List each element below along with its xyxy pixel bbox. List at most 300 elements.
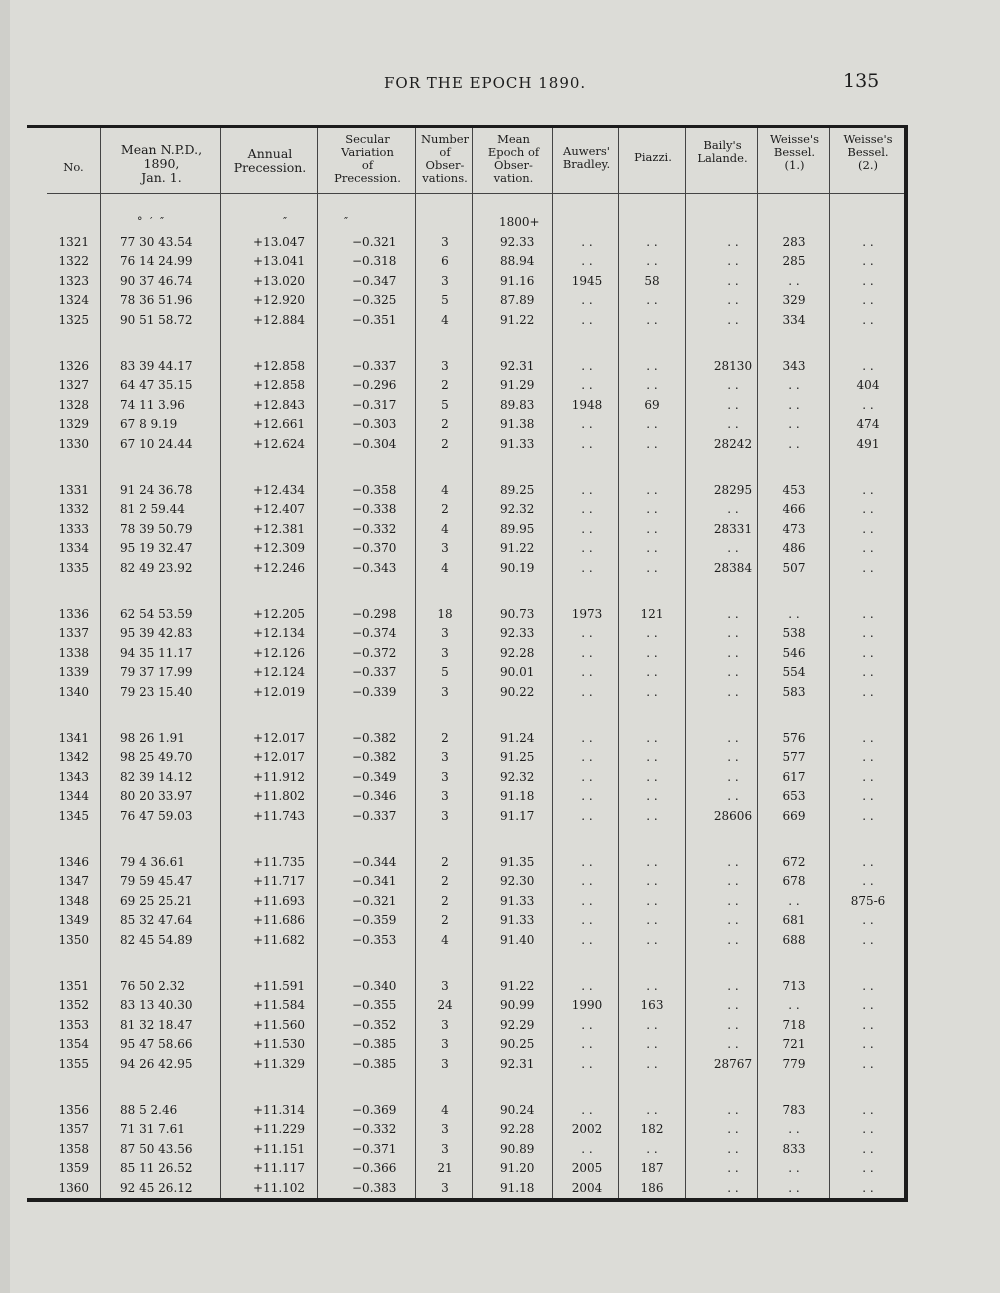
cell-prec: +13.020	[253, 273, 306, 288]
cell-npd: 79 23 15.40	[120, 684, 193, 699]
cell-npd: 95 39 42.83	[120, 626, 193, 641]
cell-sec: −0.332	[352, 521, 397, 536]
cell-ba: . .	[727, 1122, 739, 1137]
cell-w1: 721	[782, 1037, 806, 1052]
cell-no: 1339	[58, 665, 89, 680]
cell-w1: 473	[782, 521, 806, 536]
cell-au: . .	[581, 293, 593, 308]
cell-w2: . .	[862, 312, 874, 327]
cell-au: . .	[581, 417, 593, 432]
cell-obs: 5	[441, 397, 449, 412]
cell-w2: 404	[856, 378, 880, 393]
cell-w1: . .	[788, 273, 800, 288]
cell-prec: +12.624	[253, 436, 306, 451]
cell-sec: −0.374	[352, 626, 397, 641]
cell-npd: 82 45 54.89	[120, 932, 193, 947]
cell-sec: −0.304	[352, 436, 397, 451]
cell-sec: −0.351	[352, 312, 397, 327]
cell-obs: 3	[441, 1017, 449, 1032]
cell-obs: 6	[441, 254, 449, 269]
cell-npd: 90 37 46.74	[120, 273, 193, 288]
cell-obs: 2	[441, 855, 449, 869]
cell-prec: +12.858	[253, 378, 306, 393]
cell-npd: 79 59 45.47	[120, 874, 193, 889]
cell-pi: . .	[646, 541, 658, 556]
cell-ba: . .	[727, 1161, 739, 1176]
cell-pi: . .	[646, 769, 658, 784]
cell-au: . .	[581, 665, 593, 680]
cell-ba: 28767	[713, 1056, 753, 1071]
cell-no: 1343	[58, 769, 89, 784]
cell-npd: 81 32 18.47	[120, 1017, 193, 1032]
header-secular: Secular Variation of Precession.	[334, 132, 401, 185]
cell-sec: −0.339	[352, 684, 397, 699]
cell-w1: 486	[782, 541, 806, 556]
cell-no: 1336	[58, 607, 89, 621]
cell-prec: +12.124	[253, 665, 306, 680]
cell-no: 1351	[58, 979, 89, 993]
cell-au: . .	[581, 626, 593, 641]
cell-pi: . .	[646, 521, 658, 536]
cell-sec: −0.298	[352, 607, 397, 621]
cell-sec: −0.337	[352, 665, 397, 680]
cell-prec: +11.329	[253, 1056, 306, 1071]
cell-w2: . .	[862, 874, 874, 889]
cell-au: . .	[581, 1037, 593, 1052]
cell-w2: . .	[862, 913, 874, 928]
cell-w1: 538	[782, 626, 806, 641]
cell-pi: . .	[646, 254, 658, 269]
cell-au: . .	[581, 874, 593, 889]
cell-w2: . .	[862, 645, 874, 660]
cell-w2: . .	[862, 560, 874, 575]
cell-w1: . .	[788, 397, 800, 412]
cell-w1: 577	[782, 750, 806, 765]
cell-w2: . .	[862, 521, 874, 536]
cell-w2: . .	[862, 235, 874, 249]
cell-npd: 88 5 2.46	[120, 1103, 178, 1117]
cell-npd: 82 39 14.12	[120, 769, 193, 784]
cell-npd: 67 8 9.19	[120, 417, 178, 432]
cell-pi: . .	[646, 417, 658, 432]
cell-no: 1340	[58, 684, 89, 699]
cell-w1: 453	[782, 483, 806, 497]
cell-no: 1321	[58, 235, 89, 249]
cell-ba: . .	[727, 932, 739, 947]
cell-prec: +12.920	[253, 293, 306, 308]
cell-sec: −0.355	[352, 998, 397, 1013]
cell-no: 1358	[58, 1141, 89, 1156]
cell-w1: 669	[782, 808, 806, 823]
cell-ep: 91.22	[500, 541, 535, 556]
cell-w1: 583	[782, 684, 806, 699]
cell-w1: 672	[782, 855, 806, 869]
cell-w2: . .	[862, 1037, 874, 1052]
cell-ep: 91.33	[500, 436, 535, 451]
cell-au: . .	[581, 502, 593, 517]
cell-no: 1341	[58, 731, 89, 745]
cell-w2: . .	[862, 359, 874, 373]
cell-no: 1333	[58, 521, 89, 536]
header-epoch: Mean Epoch of Obser- vation.	[487, 132, 540, 185]
cell-npd: 94 35 11.17	[120, 645, 193, 660]
running-head: FOR THE EPOCH 1890.	[384, 74, 587, 92]
cell-w1: 688	[782, 932, 806, 947]
cell-au: . .	[581, 750, 593, 765]
cell-ep: 90.19	[500, 560, 535, 575]
cell-obs: 2	[441, 502, 449, 517]
cell-au: . .	[581, 731, 593, 745]
cell-ep: 92.30	[500, 874, 535, 889]
cell-ep: 92.28	[500, 645, 535, 660]
cell-pi: . .	[646, 1056, 658, 1071]
cell-pi: 58	[644, 273, 660, 288]
cell-w2: 474	[856, 417, 880, 432]
cell-ep: 91.24	[500, 731, 535, 745]
cell-pi: . .	[646, 483, 658, 497]
cell-prec: +11.530	[253, 1037, 306, 1052]
cell-prec: +12.843	[253, 397, 306, 412]
cell-prec: +12.246	[253, 560, 306, 575]
cell-ep: 92.31	[500, 1056, 535, 1071]
cell-sec: −0.352	[352, 1017, 397, 1032]
cell-sec: −0.358	[352, 483, 397, 497]
cell-sec: −0.321	[352, 893, 397, 908]
cell-w2: . .	[862, 750, 874, 765]
cell-au: . .	[581, 1056, 593, 1071]
cell-npd: 79 37 17.99	[120, 665, 193, 680]
cell-obs: 2	[441, 893, 449, 908]
cell-au: . .	[581, 521, 593, 536]
cell-npd: 76 14 24.99	[120, 254, 193, 269]
cell-prec: +11.591	[253, 979, 306, 993]
cell-sec: −0.349	[352, 769, 397, 784]
cell-pi: . .	[646, 979, 658, 993]
cell-sec: −0.346	[352, 789, 397, 804]
header-observations: Number of Obser- vations.	[420, 132, 470, 185]
cell-ba: . .	[727, 541, 739, 556]
cell-prec: +11.686	[253, 913, 306, 928]
cell-w2: . .	[862, 1180, 874, 1195]
table-right-rule	[904, 125, 908, 1202]
cell-w2: . .	[862, 1017, 874, 1032]
column-divider	[829, 128, 830, 1198]
cell-pi: . .	[646, 750, 658, 765]
cell-npd: 76 50 2.32	[120, 979, 185, 993]
cell-ep: 91.20	[500, 1161, 535, 1176]
cell-w2: . .	[862, 273, 874, 288]
cell-pi: . .	[646, 626, 658, 641]
cell-ba: . .	[727, 626, 739, 641]
cell-pi: . .	[646, 293, 658, 308]
cell-pi: 121	[640, 607, 664, 621]
cell-prec: +11.802	[253, 789, 306, 804]
cell-prec: +11.229	[253, 1122, 306, 1137]
cell-w1: . .	[788, 893, 800, 908]
cell-ep: 91.22	[500, 979, 535, 993]
cell-npd: 78 39 50.79	[120, 521, 193, 536]
cell-prec: +11.912	[253, 769, 306, 784]
cell-ep: 91.18	[500, 1180, 535, 1195]
cell-au: . .	[581, 560, 593, 575]
cell-prec: +11.117	[253, 1161, 306, 1176]
cell-ep: 89.95	[500, 521, 535, 536]
cell-ba: 28242	[713, 436, 753, 451]
cell-pi: . .	[646, 913, 658, 928]
cell-w1: . .	[788, 1161, 800, 1176]
cell-obs: 3	[441, 769, 449, 784]
cell-prec: +11.560	[253, 1017, 306, 1032]
cell-sec: −0.318	[352, 254, 397, 269]
cell-obs: 2	[441, 417, 449, 432]
cell-au: . .	[581, 789, 593, 804]
cell-pi: . .	[646, 312, 658, 327]
cell-npd: 95 19 32.47	[120, 541, 193, 556]
cell-ep: 91.17	[500, 808, 535, 823]
cell-obs: 3	[441, 1180, 449, 1195]
cell-sec: −0.344	[352, 855, 397, 869]
cell-ep: 91.33	[500, 893, 535, 908]
cell-sec: −0.340	[352, 979, 397, 993]
cell-pi: . .	[646, 731, 658, 745]
cell-no: 1354	[58, 1037, 89, 1052]
cell-no: 1342	[58, 750, 89, 765]
cell-ba: . .	[727, 789, 739, 804]
cell-ba: 28384	[713, 560, 753, 575]
page-number: 135	[843, 70, 880, 92]
cell-sec: −0.338	[352, 502, 397, 517]
cell-pi: . .	[646, 665, 658, 680]
cell-w1: . .	[788, 1122, 800, 1137]
cell-no: 1356	[58, 1103, 89, 1117]
cell-au: 1948	[571, 397, 603, 412]
cell-w1: 713	[782, 979, 806, 993]
cell-w1: 779	[782, 1056, 806, 1071]
cell-au: . .	[581, 378, 593, 393]
cell-w1: 678	[782, 874, 806, 889]
cell-obs: 3	[441, 541, 449, 556]
cell-no: 1334	[58, 541, 89, 556]
cell-pi: . .	[646, 378, 658, 393]
header-npd: Mean N.P.D., 1890, Jan. 1.	[120, 142, 203, 185]
cell-obs: 3	[441, 1037, 449, 1052]
cell-w2: . .	[862, 769, 874, 784]
cell-w2: 875-6	[850, 893, 886, 908]
cell-obs: 3	[441, 1122, 449, 1137]
cell-pi: . .	[646, 359, 658, 373]
cell-au: . .	[581, 1103, 593, 1117]
cell-w1: . .	[788, 998, 800, 1013]
cell-no: 1329	[58, 417, 89, 432]
cell-no: 1326	[58, 359, 89, 373]
cell-npd: 81 2 59.44	[120, 502, 185, 517]
cell-npd: 62 54 53.59	[120, 607, 193, 621]
cell-obs: 3	[441, 626, 449, 641]
cell-au: . .	[581, 312, 593, 327]
cell-au: . .	[581, 893, 593, 908]
cell-prec: +11.151	[253, 1141, 306, 1156]
cell-obs: 21	[437, 1161, 453, 1176]
cell-prec: +12.858	[253, 359, 306, 373]
cell-sec: −0.385	[352, 1056, 397, 1071]
cell-ba: . .	[727, 1141, 739, 1156]
cell-pi: . .	[646, 893, 658, 908]
cell-npd: 77 30 43.54	[120, 235, 193, 249]
cell-obs: 3	[441, 273, 449, 288]
cell-w2: . .	[862, 998, 874, 1013]
cell-npd: 83 13 40.30	[120, 998, 193, 1013]
cell-obs: 3	[441, 645, 449, 660]
cell-prec: +13.047	[253, 235, 306, 249]
cell-au: . .	[581, 1017, 593, 1032]
cell-prec: +12.205	[253, 607, 306, 621]
cell-w2: . .	[862, 665, 874, 680]
cell-npd: 92 45 26.12	[120, 1180, 193, 1195]
cell-ba: . .	[727, 293, 739, 308]
cell-w2: . .	[862, 1141, 874, 1156]
cell-pi: . .	[646, 1141, 658, 1156]
cell-w1: . .	[788, 417, 800, 432]
cell-no: 1346	[58, 855, 89, 869]
cell-w1: 617	[782, 769, 806, 784]
cell-npd: 98 26 1.91	[120, 731, 185, 745]
cell-au: . .	[581, 808, 593, 823]
cell-ep: 90.99	[500, 998, 535, 1013]
cell-w2: . .	[862, 254, 874, 269]
cell-au: . .	[581, 684, 593, 699]
cell-w1: 334	[782, 312, 806, 327]
cell-no: 1344	[58, 789, 89, 804]
npd-unit-symbols: ° ′ ″	[137, 215, 167, 228]
cell-prec: +11.314	[253, 1103, 306, 1117]
cell-prec: +11.693	[253, 893, 306, 908]
cell-no: 1347	[58, 874, 89, 889]
cell-ep: 92.33	[500, 626, 535, 641]
cell-w1: 554	[782, 665, 806, 680]
cell-sec: −0.385	[352, 1037, 397, 1052]
cell-sec: −0.366	[352, 1161, 397, 1176]
cell-obs: 3	[441, 1141, 449, 1156]
cell-obs: 2	[441, 378, 449, 393]
cell-w2: . .	[862, 1122, 874, 1137]
cell-sec: −0.332	[352, 1122, 397, 1137]
cell-au: . .	[581, 436, 593, 451]
cell-w2: . .	[862, 483, 874, 497]
cell-prec: +11.743	[253, 808, 306, 823]
cell-au: . .	[581, 913, 593, 928]
cell-ba: . .	[727, 731, 739, 745]
cell-obs: 3	[441, 789, 449, 804]
cell-prec: +11.717	[253, 874, 306, 889]
cell-ba: . .	[727, 1037, 739, 1052]
cell-w2: 491	[856, 436, 880, 451]
cell-obs: 24	[437, 998, 453, 1013]
header-weisse-2: Weisse's Bessel. (2.)	[843, 132, 893, 172]
cell-w2: . .	[862, 1103, 874, 1117]
cell-sec: −0.317	[352, 397, 397, 412]
cell-pi: . .	[646, 874, 658, 889]
cell-obs: 4	[441, 932, 449, 947]
cell-obs: 5	[441, 665, 449, 680]
cell-npd: 85 32 47.64	[120, 913, 193, 928]
cell-w1: 283	[782, 235, 806, 249]
cell-prec: +13.041	[253, 254, 306, 269]
cell-w1: 653	[782, 789, 806, 804]
cell-w2: . .	[862, 684, 874, 699]
page-edge-shadow	[0, 0, 10, 1293]
cell-obs: 5	[441, 293, 449, 308]
cell-pi: . .	[646, 1037, 658, 1052]
cell-sec: −0.370	[352, 541, 397, 556]
cell-ep: 88.94	[500, 254, 535, 269]
cell-prec: +12.407	[253, 502, 306, 517]
cell-w2: . .	[862, 1056, 874, 1071]
cell-obs: 4	[441, 521, 449, 536]
cell-sec: −0.383	[352, 1180, 397, 1195]
cell-w2: . .	[862, 731, 874, 745]
cell-ba: . .	[727, 913, 739, 928]
cell-ba: . .	[727, 273, 739, 288]
cell-obs: 4	[441, 312, 449, 327]
cell-no: 1325	[58, 312, 89, 327]
cell-w1: . .	[788, 436, 800, 451]
cell-sec: −0.382	[352, 731, 397, 745]
cell-prec: +11.102	[253, 1180, 306, 1195]
cell-ba: 28295	[713, 483, 753, 497]
cell-sec: −0.372	[352, 645, 397, 660]
cell-w1: 718	[782, 1017, 806, 1032]
cell-ep: 90.24	[500, 1103, 535, 1117]
cell-au: 1945	[571, 273, 603, 288]
cell-au: . .	[581, 645, 593, 660]
cell-sec: −0.325	[352, 293, 397, 308]
cell-prec: +11.735	[253, 855, 306, 869]
cell-ep: 91.25	[500, 750, 535, 765]
cell-w1: 329	[782, 293, 806, 308]
cell-npd: 85 11 26.52	[120, 1161, 193, 1176]
cell-au: . .	[581, 235, 593, 249]
cell-au: 2002	[571, 1122, 603, 1137]
cell-ba: . .	[727, 998, 739, 1013]
cell-w1: 681	[782, 913, 806, 928]
table-bottom-rule	[27, 1198, 907, 1202]
cell-no: 1357	[58, 1122, 89, 1137]
cell-npd: 87 50 43.56	[120, 1141, 193, 1156]
cell-npd: 76 47 59.03	[120, 808, 193, 823]
cell-ep: 89.25	[500, 483, 535, 497]
cell-npd: 98 25 49.70	[120, 750, 193, 765]
cell-no: 1323	[58, 273, 89, 288]
table-top-rule	[27, 125, 907, 128]
cell-au: . .	[581, 979, 593, 993]
cell-ba: . .	[727, 312, 739, 327]
cell-no: 1337	[58, 626, 89, 641]
cell-ep: 90.01	[500, 665, 535, 680]
cell-obs: 2	[441, 913, 449, 928]
header-auwers: Auwers' Bradley.	[562, 144, 611, 171]
cell-no: 1338	[58, 645, 89, 660]
cell-obs: 3	[441, 979, 449, 993]
header-rule	[47, 193, 907, 194]
cell-w2: . .	[862, 789, 874, 804]
cell-no: 1349	[58, 913, 89, 928]
header-weisse-1: Weisse's Bessel. (1.)	[769, 132, 820, 172]
column-divider	[618, 128, 619, 1198]
cell-ba: . .	[727, 1180, 739, 1195]
cell-obs: 3	[441, 808, 449, 823]
column-divider	[685, 128, 686, 1198]
cell-w1: 507	[782, 560, 806, 575]
